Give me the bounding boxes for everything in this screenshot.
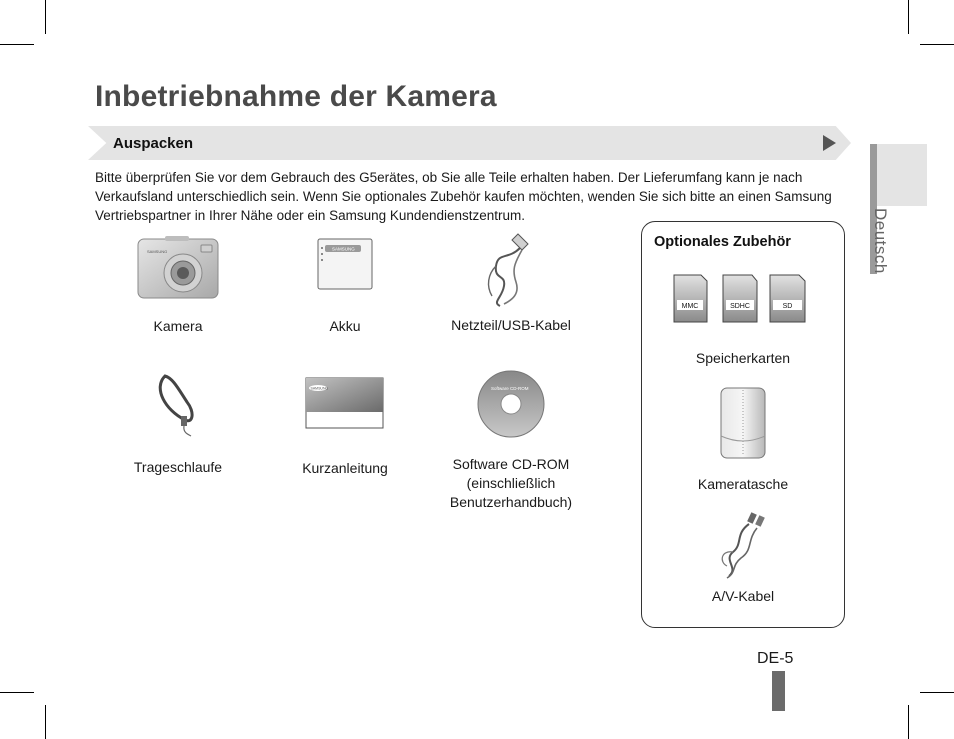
svg-text:Software CD-ROM: Software CD-ROM — [491, 386, 529, 391]
svg-text:SAMSUNG: SAMSUNG — [147, 249, 168, 254]
section-title: Auspacken — [113, 135, 194, 152]
crop-mark — [45, 0, 46, 34]
svg-text:SAMSUNG: SAMSUNG — [310, 386, 329, 391]
section-header-bar — [88, 126, 851, 160]
label-cdrom: Software CD-ROM (einschließlich Benutzerhandbuch) — [449, 456, 573, 510]
item-battery — [285, 233, 405, 336]
page-number: DE-5 — [757, 650, 794, 667]
camera-case-icon — [719, 386, 767, 462]
page-marker — [772, 671, 785, 711]
crop-mark — [920, 44, 954, 45]
label-strap: Trageschlaufe — [133, 459, 223, 475]
item-adapter — [445, 230, 577, 335]
label-manual: Kurzanleitung — [302, 460, 388, 476]
crop-mark — [0, 692, 34, 693]
svg-text:MMC: MMC — [681, 303, 699, 310]
label-battery: Akku — [329, 318, 361, 334]
intro-paragraph: Bitte überprüfen Sie vor dem Gebrauch des G5erätes, ob Sie alle Teile erhalten haben. Der Lieferumfang kann je nach Verkaufsland unterschiedlich sein. Wenn Sie optionales Zubehör kaufen möchten, wenden Sie sich bitte an einen Samsung Vertriebspartner in Ihrer Nähe oder ein Samsung Kundendienstzentrum. — [95, 170, 832, 223]
language-tab-block — [877, 144, 927, 206]
optional-accessories-title: Optionales Zubehör — [654, 234, 791, 250]
memory-card-icon — [673, 272, 813, 324]
label-memory-cards: Speicherkarten — [695, 350, 791, 366]
crop-mark — [908, 705, 909, 739]
battery-icon — [312, 233, 378, 303]
item-memory-cards — [641, 272, 845, 368]
item-av-cable — [641, 510, 845, 606]
crop-mark — [920, 692, 954, 693]
camera-icon — [135, 233, 221, 303]
item-camera — [118, 233, 238, 336]
label-adapter: Netzteil/USB-Kabel — [451, 317, 571, 333]
item-camera-case — [641, 386, 845, 494]
svg-text:SD: SD — [782, 303, 793, 310]
language-tab-label: Deutsch — [871, 208, 890, 274]
quick-guide-icon — [305, 376, 385, 432]
av-cable-icon — [713, 510, 773, 580]
item-cdrom — [445, 368, 577, 512]
wrist-strap-icon — [143, 370, 213, 440]
svg-text:SDHC: SDHC — [730, 303, 750, 310]
crop-mark — [0, 44, 34, 45]
label-av-cable: A/V-Kabel — [711, 588, 775, 604]
label-camera: Kamera — [153, 318, 203, 334]
label-camera-case: Kameratasche — [697, 476, 789, 492]
cd-rom-icon — [475, 368, 547, 440]
svg-text:SAMSUNG: SAMSUNG — [332, 246, 355, 252]
arrow-right-icon — [823, 135, 836, 151]
item-strap — [118, 370, 238, 477]
power-adapter-icon — [478, 230, 544, 310]
item-manual — [285, 376, 405, 478]
crop-mark — [908, 0, 909, 34]
crop-mark — [45, 705, 46, 739]
page-title: Inbetriebnahme der Kamera — [95, 80, 497, 113]
